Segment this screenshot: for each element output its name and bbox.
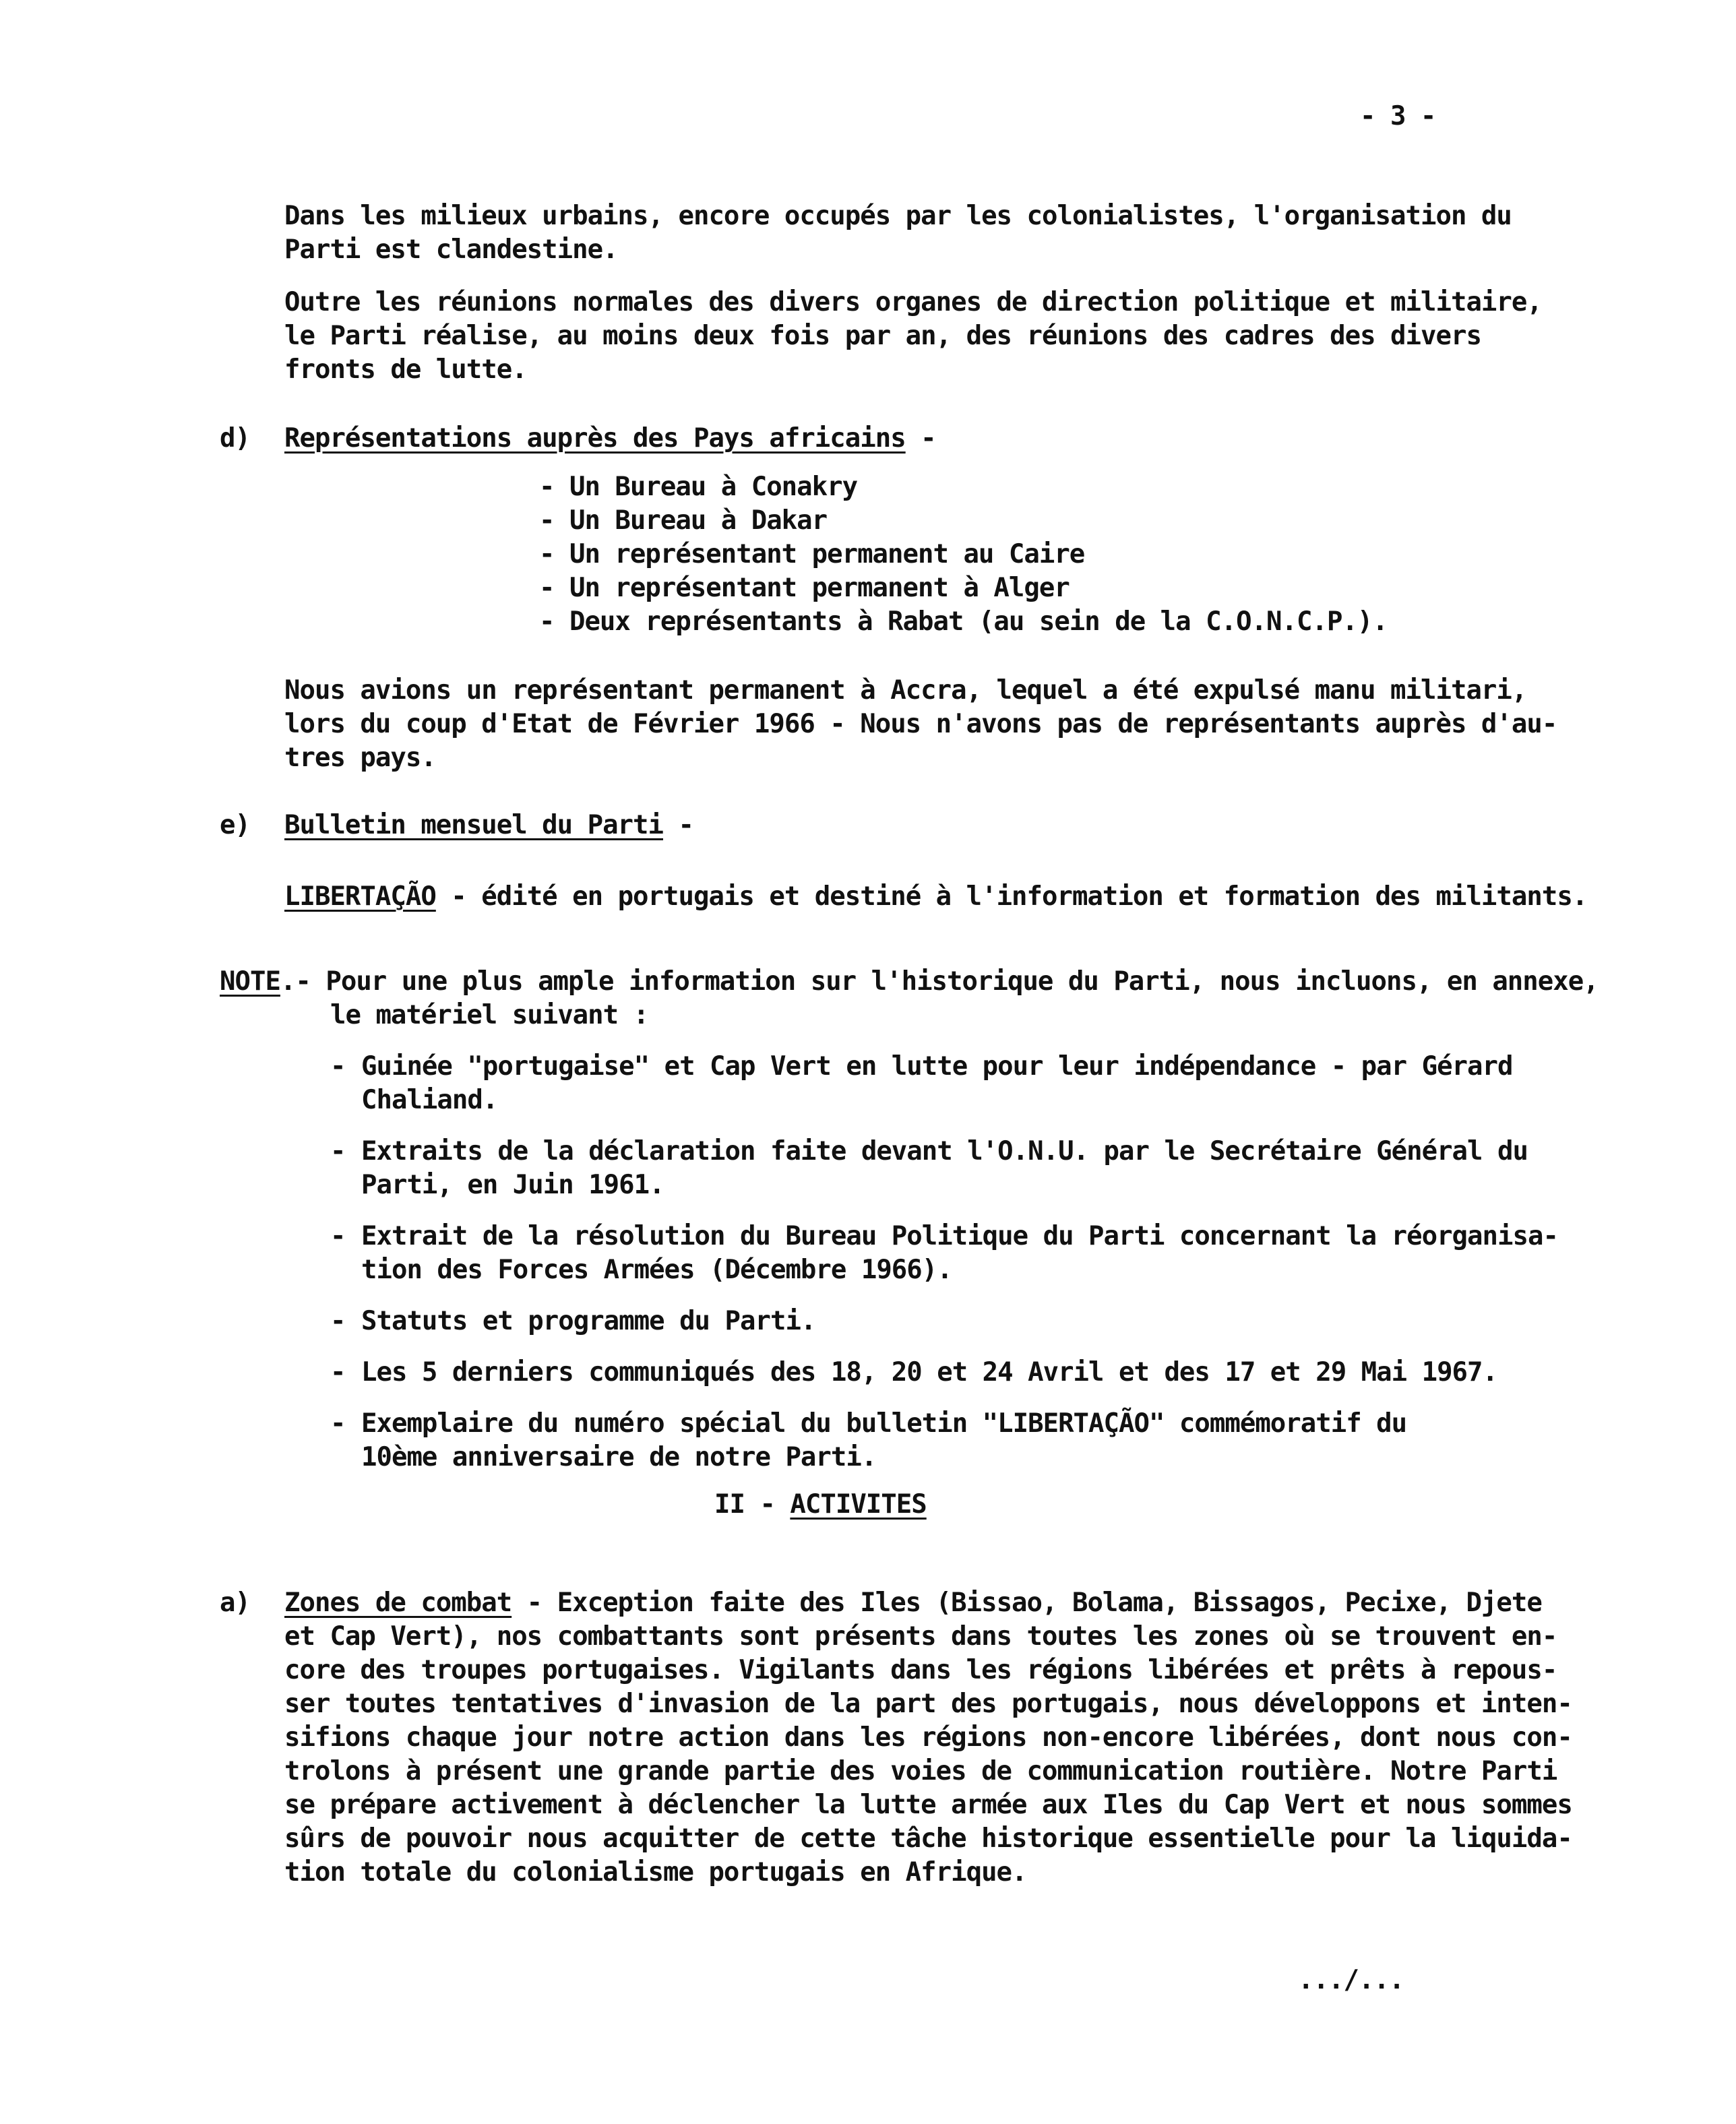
section-ii-title: ACTIVITES: [790, 1489, 927, 1520]
note-item-5-line-1: Les 5 derniers communiqués des 18, 20 et 24 Avril et des 17 et 29 Mai 1967.: [361, 1357, 1497, 1387]
note-item-3-dash: -: [330, 1221, 346, 1251]
intro-p1-line-2: Parti est clandestine.: [284, 235, 618, 265]
section-a-first-line-rest: - Exception faite des Iles (Bissao, Bolama, Bissagos, Pecixe, Djete: [512, 1588, 1542, 1618]
note-item-1-line-2: Chaliand.: [361, 1085, 498, 1115]
note-item-5-dash: -: [330, 1357, 346, 1387]
section-a-marker: a): [220, 1588, 250, 1618]
section-d-para-line-2: lors du coup d'Etat de Février 1966 - Nous n'avons pas de représentants auprès d'au-: [284, 709, 1557, 739]
note-item-6-line-2: 10ème anniversaire de notre Parti.: [361, 1442, 877, 1472]
page-number: - 3 -: [1360, 101, 1436, 131]
section-a-line-9: tion totale du colonialisme portugais en Afrique.: [284, 1857, 1027, 1887]
section-ii-heading: [714, 1488, 927, 1522]
section-a-line-2: et Cap Vert), nos combattants sont présents dans toutes les zones où se trouvent en-: [284, 1621, 1557, 1652]
note-item-2-line-2: Parti, en Juin 1961.: [361, 1170, 664, 1200]
section-d-marker: d): [220, 423, 250, 454]
section-d-heading: [284, 422, 936, 456]
bulletin-name: LIBERTAÇÃO: [284, 881, 436, 912]
section-a-line-6: trolons à présent une grande partie des voies de communication routière. Notre Parti: [284, 1756, 1557, 1786]
section-ii-prefix: II -: [714, 1489, 790, 1520]
intro-p1-line-1: Dans les milieux urbains, encore occupés par les colonialistes, l'organisation du: [284, 201, 1512, 231]
note-intro-1: .- Pour une plus ample information sur l'historique du Parti, nous incluons, en annexe,: [280, 966, 1599, 997]
section-d-para-line-1: Nous avions un représentant permanent à Accra, lequel a été expulsé manu militari,: [284, 675, 1527, 706]
section-d-title: Représentations auprès des Pays africains: [284, 423, 906, 454]
section-e-title: Bulletin mensuel du Parti: [284, 810, 663, 840]
section-d-item-3: - Un représentant permanent au Caire: [539, 539, 1085, 569]
section-d-title-suffix: -: [905, 423, 936, 454]
note-item-2-dash: -: [330, 1136, 346, 1166]
section-d-para-line-3: tres pays.: [284, 743, 436, 773]
note-item-3-line-2: tion des Forces Armées (Décembre 1966).: [361, 1255, 952, 1285]
note-item-6-dash: -: [330, 1408, 346, 1439]
continuation-marker: .../...: [1298, 1965, 1404, 1995]
note-item-1-line-1: Guinée "portugaise" et Cap Vert en lutte pour leur indépendance - par Gérard: [361, 1051, 1513, 1082]
section-d-item-5: - Deux représentants à Rabat (au sein de la C.O.N.C.P.).: [539, 606, 1388, 637]
section-a-title: Zones de combat: [284, 1588, 512, 1618]
section-e-title-suffix: -: [663, 810, 693, 840]
section-a-line-1: [284, 1586, 1542, 1620]
section-d-item-4: - Un représentant permanent à Alger: [539, 573, 1070, 603]
note-intro-2: le matériel suivant :: [330, 1000, 649, 1030]
section-d-item-1: - Un Bureau à Conakry: [539, 472, 858, 502]
note-item-2-line-1: Extraits de la déclaration faite devant l'O.N.U. par le Secrétaire Général du: [361, 1136, 1528, 1166]
section-a-line-4: ser toutes tentatives d'invasion de la part des portugais, nous développons et inten-: [284, 1689, 1572, 1719]
note-line-1: [220, 965, 1599, 999]
intro-p2-line-1: Outre les réunions normales des divers organes de direction politique et militaire,: [284, 287, 1542, 317]
bulletin-description: - édité en portugais et destiné à l'information et formation des militants.: [435, 881, 1588, 912]
section-e-heading: [284, 809, 693, 842]
section-a-line-8: sûrs de pouvoir nous acquitter de cette tâche historique essentielle pour la liquida-: [284, 1823, 1572, 1854]
section-d-item-2: - Un Bureau à Dakar: [539, 505, 828, 536]
note-item-6-line-1: Exemplaire du numéro spécial du bulletin "LIBERTAÇÃO" commémoratif du: [361, 1408, 1407, 1439]
section-a-line-3: core des troupes portugaises. Vigilants dans les régions libérées et prêts à repous-: [284, 1655, 1557, 1685]
note-item-4-dash: -: [330, 1306, 346, 1336]
note-item-3-line-1: Extrait de la résolution du Bureau Politique du Parti concernant la réorganisa-: [361, 1221, 1558, 1251]
note-item-1-dash: -: [330, 1051, 346, 1082]
note-label: NOTE: [220, 966, 280, 997]
note-item-4-line-1: Statuts et programme du Parti.: [361, 1306, 816, 1336]
intro-p2-line-3: fronts de lutte.: [284, 354, 527, 385]
section-e-marker: e): [220, 810, 250, 840]
intro-p2-line-2: le Parti réalise, au moins deux fois par an, des réunions des cadres des divers: [284, 321, 1481, 351]
section-a-line-5: sifions chaque jour notre action dans les régions non-encore libérées, dont nous con-: [284, 1722, 1572, 1753]
section-a-line-7: se prépare activement à déclencher la lutte armée aux Iles du Cap Vert et nous sommes: [284, 1790, 1572, 1820]
section-e-bulletin-line: [284, 880, 1587, 914]
